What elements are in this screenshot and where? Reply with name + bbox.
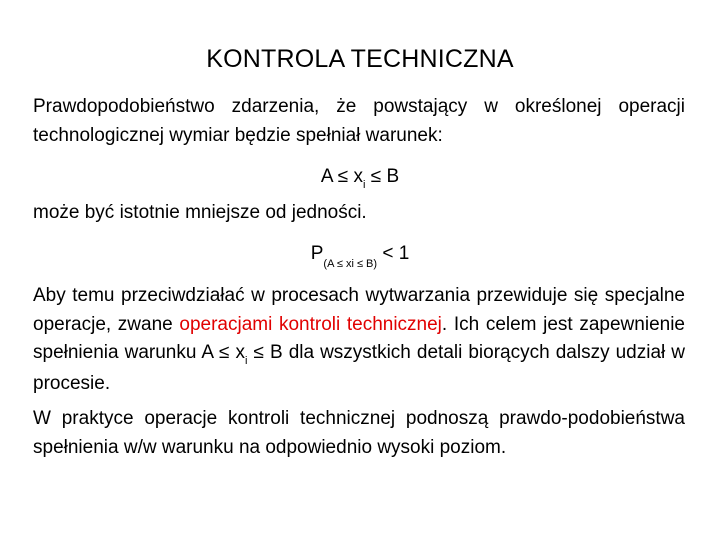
formula-probability [0, 240, 720, 270]
paragraph3-after-highlight: . Ich celem jest zapewnienie spełnienia warunku A ≤ x [33, 313, 685, 363]
formula-range-right: ≤ B [365, 166, 400, 187]
paragraph3-subscript: i [245, 355, 248, 367]
paragraph-probability-intro: Prawdopodobieństwo zdarzenia, że powstający w określonej operacji technologicznej wymiar będzie spełniał warunek: [33, 96, 685, 146]
formula-probability-p: P [310, 243, 324, 264]
formula-range-subscript: i [363, 179, 366, 191]
paragraph-less-than-one: może być istotnie mniejsze od jedności. [33, 202, 367, 223]
slide-title: KONTROLA TECHNICZNA [206, 45, 514, 73]
formula-probability-rest: < 1 [377, 243, 410, 264]
highlight-term-kontrola: operacjami kontroli technicznej [179, 313, 442, 335]
formula-probability-subscript: (A ≤ xi ≤ B) [323, 258, 378, 270]
paragraph-practice: W praktyce operacje kontroli technicznej podnoszą prawdo-podobieństwa spełnienia w/w warunku na odpowiednio wysoki poziom. [33, 408, 685, 458]
paragraph3-end: ≤ B dla wszystkich detali biorących dalszy udział w procesie. [33, 342, 685, 394]
formula-range-condition [0, 163, 720, 193]
paragraph-quality-control [33, 282, 685, 398]
paragraph3-before: Aby temu przeciwdziałać w procesach wytwarzania przewiduje się specjalne operacje, zwane [33, 285, 685, 335]
formula-range-left: A ≤ x [320, 166, 363, 187]
